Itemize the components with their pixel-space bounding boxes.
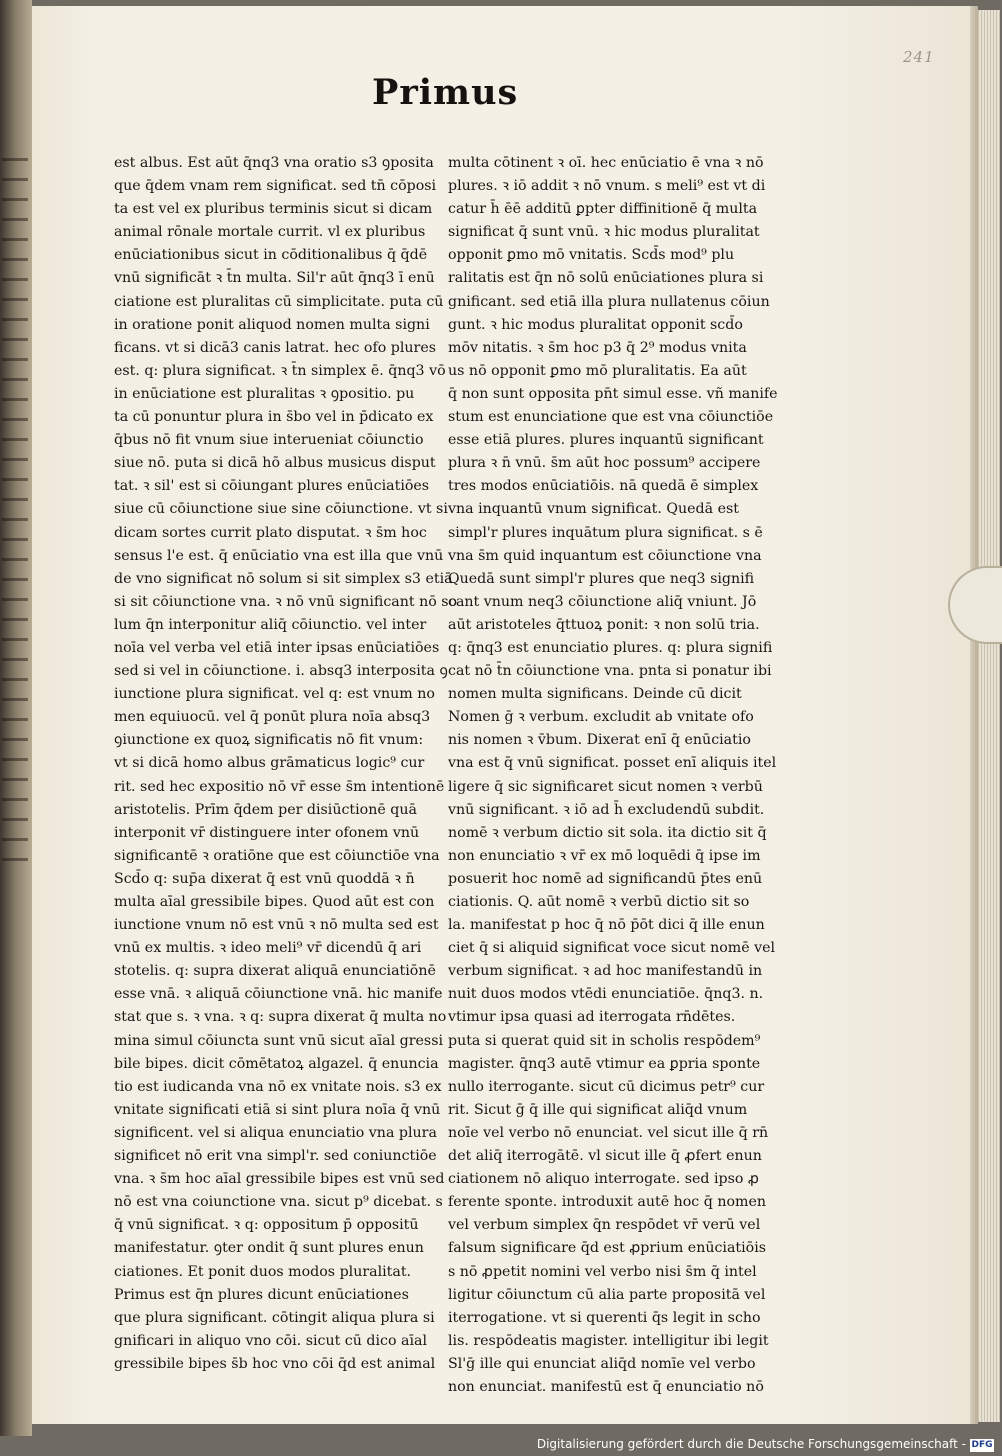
right-text-column (448, 152, 778, 1399)
digitization-credit: Digitalisierung gefördert durch die Deutsche Forschungsgemeinschaft - (536, 1437, 966, 1451)
text-line: Sl'ḡ ille qui enunciat aliq̄d nomīe vel verbo (448, 1355, 756, 1372)
text-line: us nō opponit ꝑmo mō pluralitatis. Ea aūt (448, 362, 747, 379)
text-line: vna est q̄ vnū significat. posset enī aliquis itel (448, 755, 777, 772)
text-line: lis. respōdeatis magister. intelligitur ibi legit (448, 1332, 769, 1349)
left-text-column (114, 152, 458, 1376)
text-line: ciationes. Et ponit duos modos pluralitat. (114, 1263, 412, 1280)
text-line: iunctione plura significat. vel q: est vnum no (114, 686, 435, 703)
text-line: aūt aristoteles q̄ttuoꝝ ponit: ꝛ non solū tria. (448, 616, 760, 633)
text-line: est albus. Est aūt q̄nq3 vna oratio s3 ꝯposita (114, 155, 434, 171)
text-line: puta si querat quid sit in scholis respōdem⁹ (448, 1032, 761, 1049)
text-line: tres modos enūciatiōis. nā quedā ē simplex (448, 478, 759, 495)
text-line: ferente sponte. introduxit autē hoc q̄ nomen (448, 1194, 766, 1211)
text-line: vnū significant. ꝛ iō ad h̄ excludendū subdit. (448, 801, 765, 818)
text-line: vna s̄m quid inquantum est cōiunctione vna (448, 547, 762, 564)
text-line: ficans. vt si dicā3 canis latrat. hec ofo plures (114, 339, 436, 356)
text-line: est. q: plura significat. ꝛ t̄n simplex ē. q̄nq3 vō (114, 362, 446, 379)
text-line: non enunciatio ꝛ vr̄ ex mō loquēdi q̄ ipse im (448, 847, 761, 864)
text-line: catur h̄ ēē additū ꝑpter diffinitionē q̄ multa (448, 201, 758, 218)
text-line: Quedā sunt simpl'r plures que neq3 signifi (448, 570, 755, 587)
text-line: noīe vel verbo nō enunciat. vel sicut ille q̄ rn̄ (448, 1124, 769, 1141)
text-line: ta cū ponuntur plura in s̄bo vel in p̄dicato ex (114, 409, 434, 426)
text-line: sensus l'e est. q̄ enūciatio vna est illa que vnū (114, 547, 444, 564)
text-line: non enunciat. manifestū est q̄ enunciatio nō (448, 1378, 764, 1395)
text-line: q̄bus nō fit vnum siue interueniat cōiunctio (114, 432, 424, 449)
text-line: significat q̄ sunt vnū. ꝛ hic modus pluralitat (448, 224, 760, 241)
text-line: q̄ vnū significat. ꝛ q: oppositum p̄ oppositū (114, 1217, 419, 1234)
text-line: que q̄dem vnam rem significat. sed tn̄ cōposi (114, 178, 437, 195)
text-line: vnū ex multis. ꝛ ideo meli⁹ vr̄ dicendū q̄ ari (114, 940, 422, 957)
text-line: vnitate significati etiā si sint plura noīa q̄ vnū (114, 1101, 441, 1118)
text-line: interponit vr̄ distinguere inter ofonem vnū (114, 824, 420, 841)
text-line: stat que s. ꝛ vna. ꝛ q: supra dixerat q̄ multa no (114, 1009, 447, 1026)
text-line: que plura significant. cōtingit aliqua plura si (114, 1309, 435, 1326)
text-line: siue nō. puta si dicā hō albus musicus disput (114, 455, 436, 472)
text-line: nuit duos modos vtēdi enunciatiōe. q̄nq3. n. (448, 986, 764, 1003)
text-line: vna. ꝛ s̄m hoc aīal gressibile bipes est vnū sed (114, 1171, 445, 1188)
text-line: stum est enunciatione que est vna cōiunctiōe (448, 409, 774, 426)
text-line: ꝯiunctione ex quoꝝ significatis nō fit vnum: (114, 732, 424, 749)
text-line: men equiuocū. vel q̄ ponūt plura noīa absq3 (114, 709, 431, 726)
folio-number: 241 (903, 48, 935, 66)
text-line: si sit cōiunctione vna. ꝛ nō vnū significant nō so (114, 593, 458, 610)
text-line: Nomen ḡ ꝛ verbum. excludit ab vnitate ofo (448, 709, 754, 726)
dfg-logo: DFG (971, 1440, 993, 1450)
text-line: vnū significāt ꝛ t̄n multa. Sil'r aūt q̄nq3 ī enū (114, 270, 435, 287)
text-line: nō est vna coiunctione vna. sicut p⁹ dicebat. s (114, 1194, 443, 1211)
text-line: bile bipes. dicit cōmētatoꝝ algazel. q̄ enuncia (114, 1055, 439, 1072)
text-line: falsum significare q̄d est ꝓprium enūciatiōis (448, 1240, 767, 1257)
text-line: animal rōnale mortale currit. vl ex pluribus (114, 224, 426, 241)
text-line: cat nō t̄n cōiunctione vna. pnta si ponatur ibi (448, 663, 772, 680)
text-line: de vno significat nō solum si sit simplex s3 etiā (114, 570, 453, 587)
text-line: lum q̄n interponitur aliq̄ cōiunctio. vel inter (114, 616, 427, 633)
text-line: gnificari in aliquo vno cōi. sicut cū dico aīal (114, 1332, 428, 1349)
text-line: significet nō erit vna simpl'r. sed coniunctiōe (114, 1148, 437, 1165)
text-line: ligere q̄ sic significaret sicut nomen ꝛ verbū (448, 778, 763, 795)
text-line: nis nomen ꝛ v̄bum. Dixerat enī q̄ enūciatio (448, 732, 751, 749)
text-line: gressibile bipes s̄b hoc vno cōi q̄d est animal (114, 1355, 436, 1372)
text-line: Primus est q̄n plures dicunt enūciationes (114, 1286, 409, 1303)
text-line: plures. ꝛ iō addit ꝛ nō vnum. s meli⁹ est vt di (448, 178, 766, 195)
text-line: ralitatis est q̄n nō solū enūciationes plura si (448, 270, 764, 287)
text-line: dicam sortes currit plato disputat. ꝛ s̄m hoc (114, 524, 427, 541)
text-line: posuerit hoc nomē ad significandū p̄tes enū (448, 870, 763, 887)
text-line: la. manifestat p hoc q̄ nō p̄ōt dici q̄ ille enun (448, 917, 765, 934)
text-line: sed si vel in cōiunctione. i. absq3 interposita ꝯ (114, 663, 448, 680)
text-line: opponit ꝑmo mō vnitatis. Scd̄s mod⁹ plu (448, 247, 735, 264)
text-line: vtimur ipsa quasi ad iterrogata rn̄dētes. (448, 1009, 736, 1026)
text-line: mōv nitatis. ꝛ s̄m hoc p3 q̄ 2⁹ modus vnita (448, 339, 747, 356)
text-line: q: q̄nq3 est enunciatio plures. q: plura signifi (448, 639, 773, 656)
text-line: esse vnā. ꝛ aliquā cōiunctione vnā. hic manife (114, 986, 443, 1003)
facing-page-text-fragment (2, 150, 28, 870)
text-line: ligitur cōiunctum cū alia parte propositā vel (448, 1286, 766, 1303)
text-line: vna inquantū vnum significat. Quedā est (448, 501, 739, 518)
running-head: Primus (372, 72, 519, 113)
text-line: significent. vel si aliqua enunciatio vna plura (114, 1124, 437, 1141)
text-line: iunctione vnum nō est vnū ꝛ nō multa sed est (114, 917, 439, 934)
text-line: gnificant. sed etiā illa plura nullatenus cōiun (448, 293, 770, 310)
text-line: stotelis. q: supra dixerat aliquā enunciatiōnē (114, 963, 436, 980)
text-line: multa aīal gressibile bipes. Quod aūt est con (114, 894, 435, 910)
text-line: ciatione est pluralitas cū simplicitate. puta cū (114, 293, 444, 310)
text-line: iterrogatione. vt si querenti q̄s legit in scho (448, 1309, 761, 1326)
text-line: in enūciatione est pluralitas ꝛ ꝯpositio. pu (114, 385, 415, 402)
text-line: q̄ non sunt opposita pn̄t simul esse. vñ manife (448, 385, 778, 402)
text-line: magister. q̄nq3 autē vtimur ea ꝑpria sponte (448, 1055, 761, 1072)
text-line: tat. ꝛ sil' est si cōiungant plures enūciatiōes (114, 478, 430, 495)
text-line: mina simul cōiuncta sunt vnū sicut aīal gressi (114, 1032, 444, 1049)
text-line: rit. Sicut ḡ q̄ ille qui significat aliq̄d vnum (448, 1101, 748, 1118)
text-line: nomen multa significans. Deinde cū dicit (448, 686, 742, 703)
text-line: cant vnum neq3 cōiunctione aliq̄ vniunt. Jō (448, 593, 757, 610)
text-line: vt si dicā homo albus grāmaticus logic⁹ cur (114, 755, 425, 772)
text-line: rit. sed hec expositio nō vr̄ esse s̄m intentionē (114, 778, 445, 795)
text-line: in oratione ponit aliquod nomen multa signi (114, 316, 430, 333)
text-line: ta est vel ex pluribus terminis sicut si dicam (114, 201, 433, 218)
text-line: vel verbum simplex q̄n respōdet vr̄ verū vel (448, 1217, 761, 1234)
text-line: manifestatur. ꝯter ondit q̄ sunt plures enun (114, 1240, 424, 1257)
text-line: esse etiā plures. plures inquantū significant (448, 432, 764, 449)
text-line: verbum significat. ꝛ ad hoc manifestandū in (448, 963, 763, 980)
text-line: plura ꝛ n̄ vnū. s̄m aūt hoc possum⁹ accipere (448, 455, 761, 472)
text-line: simpl'r plures inquātum plura significat. s ē (448, 524, 763, 541)
text-line: tio est iudicanda vna nō ex vnitate nois. s3 ex (114, 1078, 442, 1095)
book-spine (0, 0, 32, 1456)
text-line: noīa vel verba vel etiā inter ipsas enūciatiōes (114, 639, 440, 656)
text-line: multa cōtinent ꝛ oī. hec enūciatio ē vna ꝛ nō (448, 155, 764, 171)
text-line: gunt. ꝛ hic modus pluralitat opponit scd̄o (448, 316, 743, 333)
text-line: siue cū cōiunctione siue sine cōiunctione. vt si (114, 501, 448, 518)
text-line: ciationis. Q. aūt nomē ꝛ verbū dictio sit so (448, 894, 750, 910)
text-line: Scd̄o q: sup̄a dixerat q̄ est vnū quoddā ꝛ n̄ (114, 870, 415, 887)
page-edges (970, 10, 1000, 1422)
text-line: det aliq̄ iterrogātē. vl sicut ille q̄ ꝓfert enun (448, 1148, 762, 1165)
text-line: significantē ꝛ oratiōne que est cōiunctiōe vna (114, 847, 440, 864)
text-line: ciet q̄ si aliquid significat voce sicut nomē vel (448, 940, 776, 957)
text-line: ciationem nō aliquo interrogate. sed ipso ꝓ (448, 1171, 759, 1188)
text-line: nullo iterrogante. sicut cū dicimus petr⁹ cur (448, 1078, 765, 1095)
text-line: aristotelis. Prīm q̄dem per disiūctionē quā (114, 801, 417, 818)
text-line: s nō ꝓpetit nomini vel verbo nisi s̄m q̄ intel (448, 1263, 757, 1280)
text-line: enūciationibus sicut in cōditionalibus q̄ q̄dē (114, 247, 428, 264)
text-line: nomē ꝛ verbum dictio sit sola. ita dictio sit q̄ (448, 824, 767, 841)
